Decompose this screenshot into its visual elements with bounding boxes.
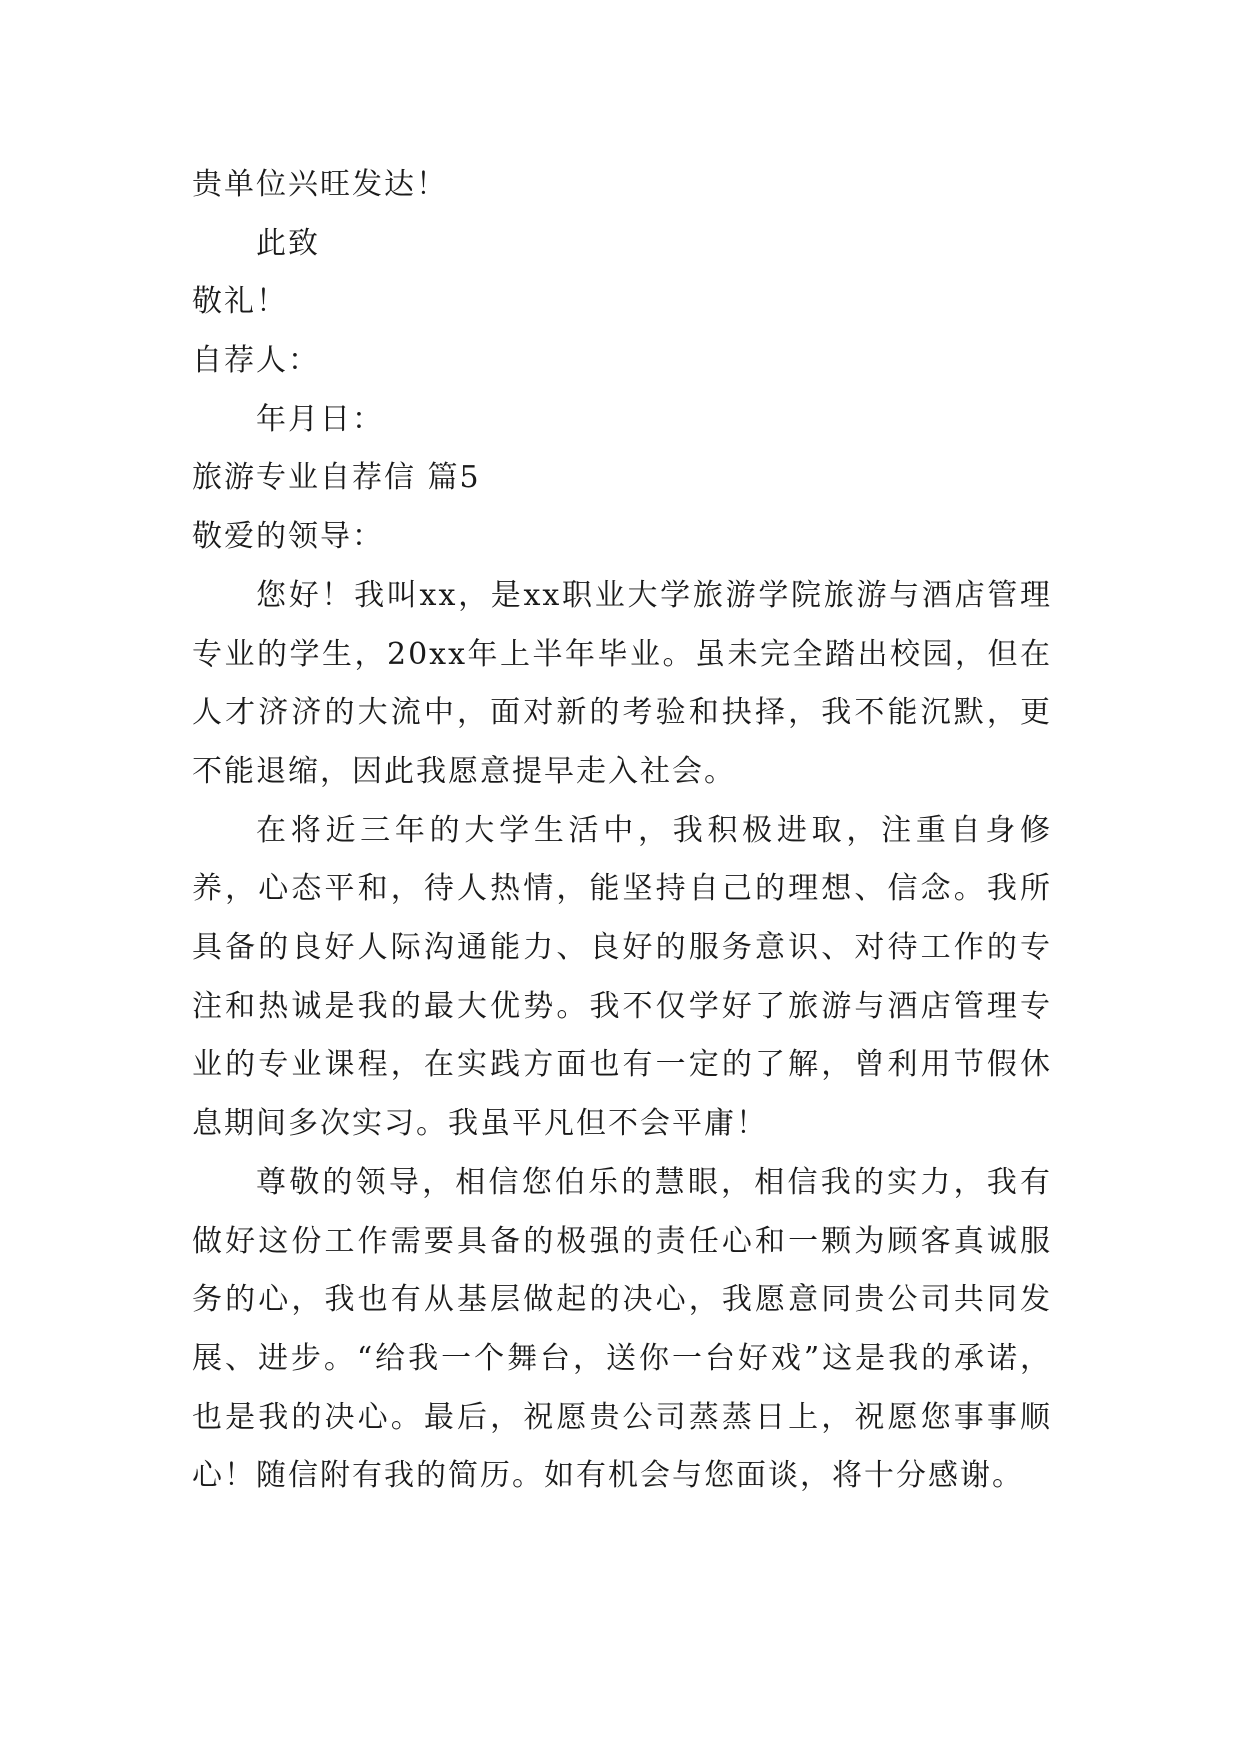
section-title: 旅游专业自荐信 篇5 — [192, 460, 481, 496]
document-body — [192, 156, 1052, 1506]
signer-label: 自荐人： — [192, 343, 320, 379]
salutation-respectfully: 此致 — [256, 225, 320, 261]
paragraph-strengths: 在将近三年的大学生活中，我积极进取，注重自身修养，心态平和，待人热情，能坚持自己的理想、信念。我所具备的良好人际沟通能力、良好的服务意识、对待工作的专注和热诚是我的最大优势。我不仅学好了旅游与酒店管理专业的专业课程，在实践方面也有一定的了解，曾利用节假休息期间多次实习。我虽平凡但不会平庸！ — [192, 812, 1052, 1142]
salutation-regards: 敬礼！ — [192, 284, 288, 320]
date-label: 年月日： — [256, 401, 384, 437]
closing-wish: 贵单位兴旺发达！ — [192, 167, 448, 202]
letter-greeting: 敬爱的领导： — [192, 519, 384, 555]
paragraph-introduction: 您好！我叫xx，是xx职业大学旅游学院旅游与酒店管理专业的学生，20xx年上半年毕业。虽未完全踏出校园，但在人才济济的大流中，面对新的考验和抉择，我不能沉默，更不能退缩，因此我愿意提早走入社会。 — [192, 577, 1052, 789]
paragraph-closing: 尊敬的领导，相信您伯乐的慧眼，相信我的实力，我有做好这份工作需要具备的极强的责任心和一颗为顾客真诚服务的心，我也有从基层做起的决心，我愿意同贵公司共同发展、进步。“给我一个舞台，送你一台好戏”这是我的承诺，也是我的决心。最后，祝愿贵公司蒸蒸日上，祝愿您事事顺心！随信附有我的简历。如有机会与您面谈，将十分感谢。 — [192, 1164, 1052, 1494]
